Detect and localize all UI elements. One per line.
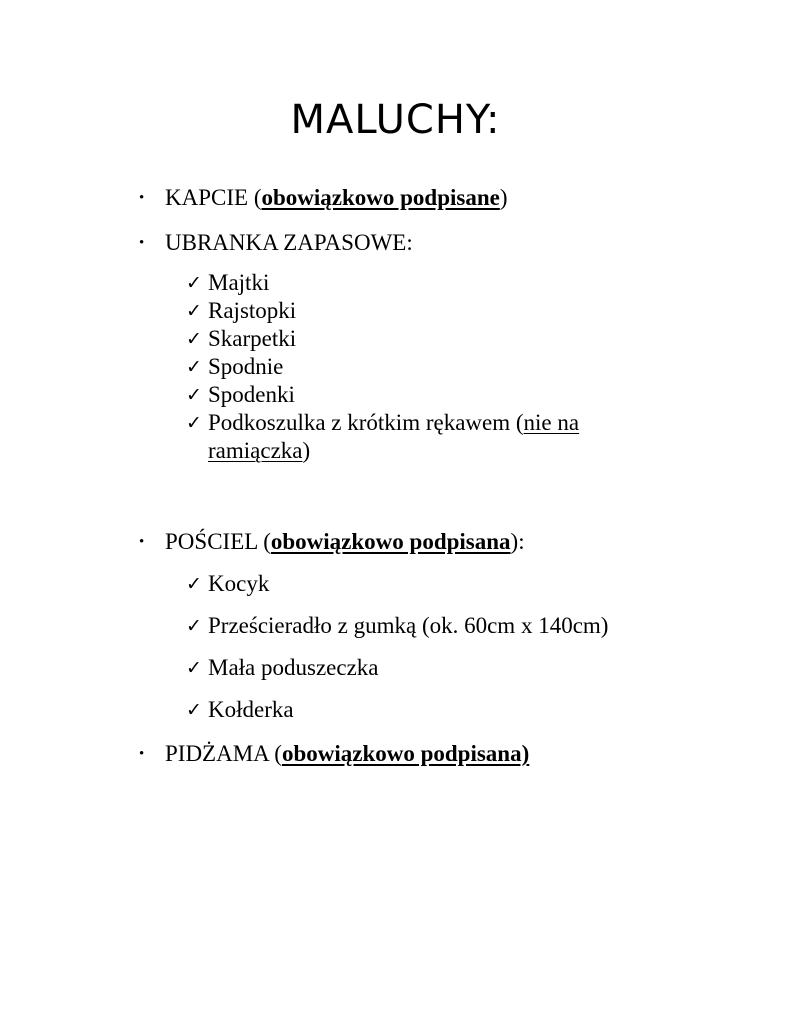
- page-title: MALUCHY:: [290, 97, 501, 143]
- checkmark-icon: ✓: [186, 615, 202, 637]
- checkmark-icon: ✓: [186, 657, 202, 679]
- bullet-icon: •: [139, 190, 145, 206]
- sublist-item-podkoszulka-continued: ramiączka): [208, 438, 311, 463]
- list-item-kapcie: KAPCIE (obowiązkowo podpisane): [165, 185, 508, 210]
- sublist-item: Majtki: [208, 270, 270, 295]
- sublist-item: Kocyk: [208, 571, 270, 596]
- sublist-item: Kołderka: [208, 697, 294, 722]
- list-item-ubranka: UBRANKA ZAPASOWE:: [165, 230, 413, 255]
- checkmark-icon: ✓: [186, 699, 202, 721]
- checkmark-icon: ✓: [186, 272, 202, 294]
- checkmark-icon: ✓: [186, 573, 202, 595]
- sublist-item: Skarpetki: [208, 326, 297, 351]
- kapcie-emphasis: obowiązkowo podpisane: [261, 185, 500, 210]
- underlined-note: nie na: [523, 410, 580, 435]
- pidzama-emphasis: obowiązkowo podpisana): [281, 741, 530, 766]
- checkmark-icon: ✓: [186, 356, 202, 378]
- underlined-note: ramiączka: [208, 438, 303, 463]
- sublist-item: Spodnie: [208, 354, 284, 379]
- sublist-item: Spodenki: [208, 382, 295, 407]
- pidzama-label: PIDŻAMA: [165, 741, 269, 766]
- sublist-item: Mała poduszeczka: [208, 655, 379, 680]
- list-item-posciel: POŚCIEL (obowiązkowo podpisana):: [165, 529, 525, 554]
- list-item-pidzama: PIDŻAMA (obowiązkowo podpisana): [165, 741, 530, 766]
- checkmark-icon: ✓: [186, 328, 202, 350]
- bullet-icon: •: [139, 746, 145, 762]
- sublist-item: Rajstopki: [208, 298, 297, 323]
- sublist-item-podkoszulka: Podkoszulka z krótkim rękawem (nie na: [208, 410, 580, 435]
- bullet-icon: •: [139, 235, 145, 251]
- kapcie-label: KAPCIE: [165, 185, 249, 210]
- checkmark-icon: ✓: [186, 412, 202, 434]
- checkmark-icon: ✓: [186, 384, 202, 406]
- posciel-emphasis: obowiązkowo podpisana: [270, 529, 511, 554]
- checkmark-icon: ✓: [186, 300, 202, 322]
- posciel-label: POŚCIEL: [165, 529, 258, 554]
- sublist-item: Prześcieradło z gumką (ok. 60cm x 140cm): [208, 613, 609, 638]
- bullet-icon: •: [139, 534, 145, 550]
